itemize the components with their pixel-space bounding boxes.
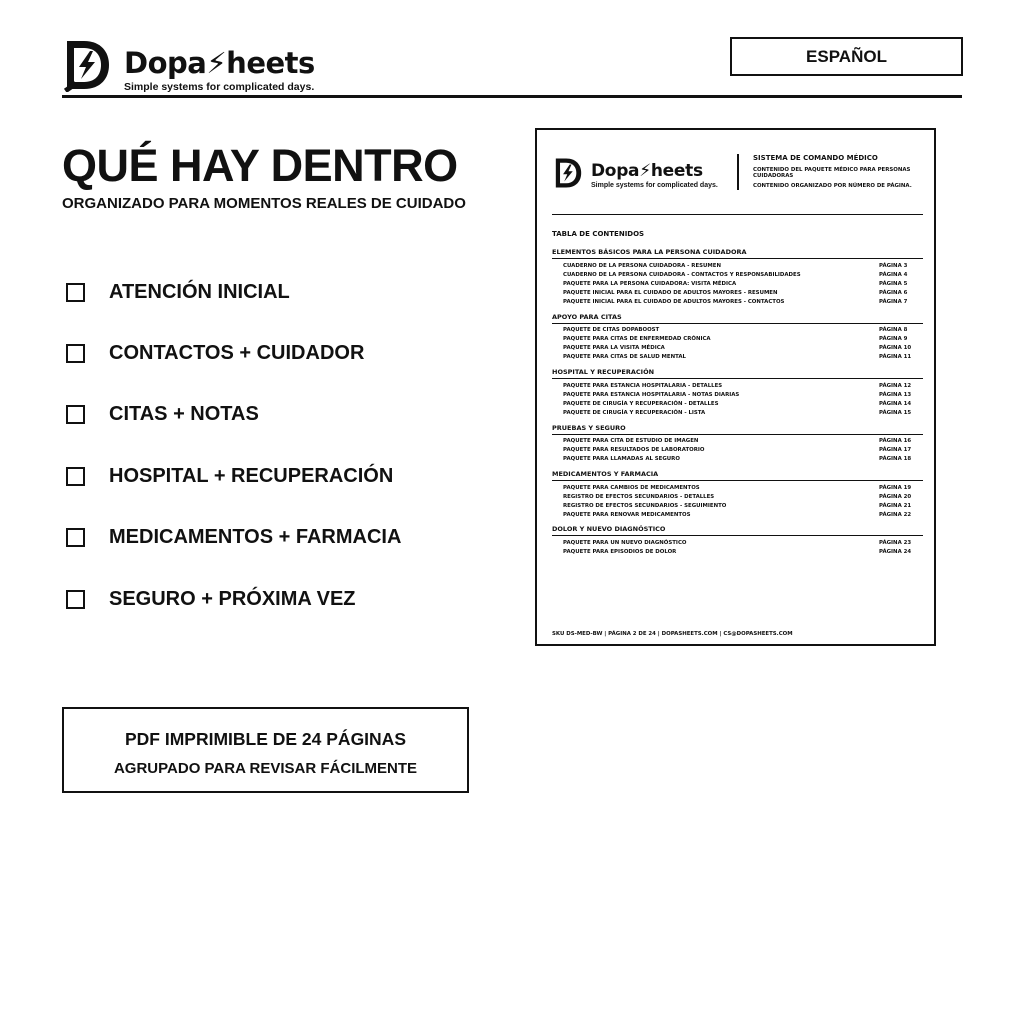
toc-item-page: PÁGINA 20 <box>879 494 912 500</box>
page-subtitle: ORGANIZADO PARA MOMENTOS REALES DE CUIDADO <box>62 195 466 212</box>
toc-item-page: PÁGINA 10 <box>879 345 912 351</box>
checklist-item[interactable] <box>66 277 290 307</box>
toc-item-label: CUADERNO DE LA PERSONA CUIDADORA - CONTACTOS Y RESPONSABILIDADES <box>563 272 801 278</box>
toc-item-page: PÁGINA 12 <box>879 383 912 389</box>
toc-item-label: PAQUETE DE CIRUGÍA Y RECUPERACIÓN - LISTA <box>563 410 706 416</box>
toc-item-label: PAQUETE PARA ESTANCIA HOSPITALARIA - DETALLES <box>563 383 723 389</box>
checkbox-icon[interactable] <box>66 283 85 302</box>
document-preview <box>535 128 936 646</box>
toc-item-label: PAQUETE PARA LA VISITA MÉDICA <box>563 345 665 351</box>
pdf-info-title: PDF IMPRIMIBLE DE 24 PÁGINAS <box>124 729 406 749</box>
toc-item-label: CUADERNO DE LA PERSONA CUIDADORA - RESUMEN <box>563 263 721 269</box>
doc-footer: SKU DS-MED-BW | PÁGINA 2 DE 24 | DOPASHEETS.COM | CS@DOPASHEETS.COM <box>552 631 793 637</box>
toc-row <box>563 383 923 389</box>
toc-item-page: PÁGINA 17 <box>879 447 912 453</box>
toc-section-title: APOYO PARA CITAS <box>552 313 622 321</box>
toc-item-page: PÁGINA 11 <box>879 354 912 360</box>
toc-row <box>563 336 923 342</box>
doc-brand-logo <box>554 156 718 196</box>
doc-brand-name: Dopa⚡heets <box>591 161 703 181</box>
toc-item-page: PÁGINA 15 <box>879 410 912 416</box>
toc-item-label: REGISTRO DE EFECTOS SECUNDARIOS - SEGUIMIENTO <box>563 503 727 509</box>
brand-tagline: Simple systems for complicated days. <box>124 81 315 93</box>
checklist-item[interactable] <box>66 461 393 491</box>
toc-item-page: PÁGINA 7 <box>879 299 908 305</box>
toc-row <box>563 540 923 546</box>
toc-section-title: DOLOR Y NUEVO DIAGNÓSTICO <box>552 525 666 533</box>
toc-item-page: PÁGINA 21 <box>879 503 912 509</box>
toc-item-page: PÁGINA 6 <box>879 290 908 296</box>
toc-section <box>552 470 923 478</box>
checkbox-icon[interactable] <box>66 344 85 363</box>
toc-item-label: PAQUETE PARA RESULTADOS DE LABORATORIO <box>563 447 705 453</box>
checklist-label: SEGURO + PRÓXIMA VEZ <box>109 587 356 610</box>
toc-item-label: PAQUETE INICIAL PARA EL CUIDADO DE ADULTOS MAYORES - CONTACTOS <box>563 299 785 305</box>
checklist-item[interactable] <box>66 338 364 368</box>
checklist-label: CITAS + NOTAS <box>109 402 259 425</box>
toc-item-label: PAQUETE PARA CAMBIOS DE MEDICAMENTOS <box>563 485 700 491</box>
header-divider <box>62 95 962 98</box>
toc-item-page: PÁGINA 16 <box>879 438 912 444</box>
toc-section-title: HOSPITAL Y RECUPERACIÓN <box>552 368 655 376</box>
toc-row <box>563 503 923 509</box>
brand-name: Dopa⚡heets <box>124 46 315 80</box>
toc-item-page: PÁGINA 22 <box>879 512 912 518</box>
pdf-info-subtitle: AGRUPADO PARA REVISAR FÁCILMENTE <box>113 760 418 777</box>
toc-item-page: PÁGINA 18 <box>879 456 912 462</box>
checkbox-icon[interactable] <box>66 590 85 609</box>
toc-item-label: PAQUETE PARA LLAMADAS AL SEGURO <box>563 456 680 462</box>
toc-row <box>563 281 923 287</box>
toc-item-label: PAQUETE PARA CITA DE ESTUDIO DE IMAGEN <box>563 438 699 444</box>
toc-row <box>563 549 923 555</box>
toc-row <box>563 401 923 407</box>
toc-item-label: PAQUETE DE CITAS DOPABOOST <box>563 327 660 333</box>
toc-item-page: PÁGINA 3 <box>879 263 908 269</box>
toc-item-label: REGISTRO DE EFECTOS SECUNDARIOS - DETALLES <box>563 494 715 500</box>
toc-section-title: PRUEBAS Y SEGURO <box>552 424 626 432</box>
toc-section <box>552 424 923 432</box>
toc-item-page: PÁGINA 23 <box>879 540 912 546</box>
toc-item-label: PAQUETE PARA EPISODIOS DE DOLOR <box>563 549 677 555</box>
toc-row <box>563 354 923 360</box>
toc-section-rule <box>552 434 923 435</box>
toc-section-rule <box>552 258 923 259</box>
checkbox-icon[interactable] <box>66 405 85 424</box>
doc-header-separator <box>737 154 739 190</box>
toc-row <box>563 410 923 416</box>
toc-row <box>563 263 923 269</box>
toc-item-page: PÁGINA 5 <box>879 281 908 287</box>
doc-brand-tagline: Simple systems for complicated days. <box>591 182 718 189</box>
toc-row <box>563 485 923 491</box>
toc-section <box>552 313 923 321</box>
dopasheets-logo-icon <box>64 38 112 92</box>
toc-section-title: ELEMENTOS BÁSICOS PARA LA PERSONA CUIDADORA <box>552 248 747 256</box>
checklist-label: HOSPITAL + RECUPERACIÓN <box>109 464 394 487</box>
toc-row <box>563 392 923 398</box>
doc-header-subtitle: CONTENIDO DEL PAQUETE MÉDICO PARA PERSONAS CUIDADORAS <box>753 167 911 180</box>
toc-section-rule <box>552 323 923 324</box>
toc-row <box>563 447 923 453</box>
checklist-item[interactable] <box>66 522 401 552</box>
checkbox-icon[interactable] <box>66 467 85 486</box>
toc-item-page: PÁGINA 4 <box>879 272 908 278</box>
toc-section-rule <box>552 378 923 379</box>
toc-section-rule <box>552 535 923 536</box>
toc-item-page: PÁGINA 19 <box>879 485 912 491</box>
checklist-label: CONTACTOS + CUIDADOR <box>109 341 365 364</box>
checkbox-icon[interactable] <box>66 528 85 547</box>
pdf-info-box <box>62 707 469 793</box>
language-badge[interactable]: ESPAÑOL <box>730 37 963 76</box>
checklist-item[interactable] <box>66 399 259 429</box>
toc-row <box>563 290 923 296</box>
toc-item-page: PÁGINA 9 <box>879 336 908 342</box>
toc-item-label: PAQUETE INICIAL PARA EL CUIDADO DE ADULTOS MAYORES - RESUMEN <box>563 290 778 296</box>
doc-header-note: CONTENIDO ORGANIZADO POR NÚMERO DE PÁGINA. <box>753 183 912 189</box>
toc-section-title: MEDICAMENTOS Y FARMACIA <box>552 470 659 478</box>
toc-item-page: PÁGINA 14 <box>879 401 912 407</box>
toc-row <box>563 512 923 518</box>
doc-header-rule <box>552 214 923 215</box>
toc-item-page: PÁGINA 13 <box>879 392 912 398</box>
toc-item-label: PAQUETE PARA UN NUEVO DIAGNÓSTICO <box>563 540 687 546</box>
toc-section <box>552 525 923 533</box>
toc-section-rule <box>552 480 923 481</box>
toc-row <box>563 345 923 351</box>
toc-section <box>552 368 923 376</box>
toc-row <box>563 456 923 462</box>
toc-item-label: PAQUETE PARA LA PERSONA CUIDADORA: VISITA MÉDICA <box>563 281 737 287</box>
toc-item-label: PAQUETE PARA CITAS DE SALUD MENTAL <box>563 354 686 360</box>
toc-row <box>563 327 923 333</box>
toc-row <box>563 299 923 305</box>
toc-item-page: PÁGINA 8 <box>879 327 908 333</box>
toc-item-page: PÁGINA 24 <box>879 549 912 555</box>
toc-row <box>563 438 923 444</box>
toc-item-label: PAQUETE PARA ESTANCIA HOSPITALARIA - NOTAS DIARIAS <box>563 392 740 398</box>
toc-item-label: PAQUETE PARA CITAS DE ENFERMEDAD CRÓNICA <box>563 336 711 342</box>
checklist-label: ATENCIÓN INICIAL <box>109 280 290 303</box>
doc-header-title: SISTEMA DE COMANDO MÉDICO <box>753 154 878 162</box>
brand-logo <box>64 38 315 96</box>
toc-item-label: PAQUETE PARA RENOVAR MEDICAMENTOS <box>563 512 691 518</box>
dopasheets-logo-icon <box>554 156 583 190</box>
checklist-label: MEDICAMENTOS + FARMACIA <box>109 525 402 548</box>
toc-row <box>563 272 923 278</box>
toc-heading: TABLA DE CONTENIDOS <box>552 230 645 238</box>
toc-section <box>552 248 923 256</box>
page-title: QUÉ HAY DENTRO <box>62 140 458 191</box>
checklist-item[interactable] <box>66 584 356 614</box>
toc-item-label: PAQUETE DE CIRUGÍA Y RECUPERACIÓN - DETALLES <box>563 401 719 407</box>
toc-row <box>563 494 923 500</box>
